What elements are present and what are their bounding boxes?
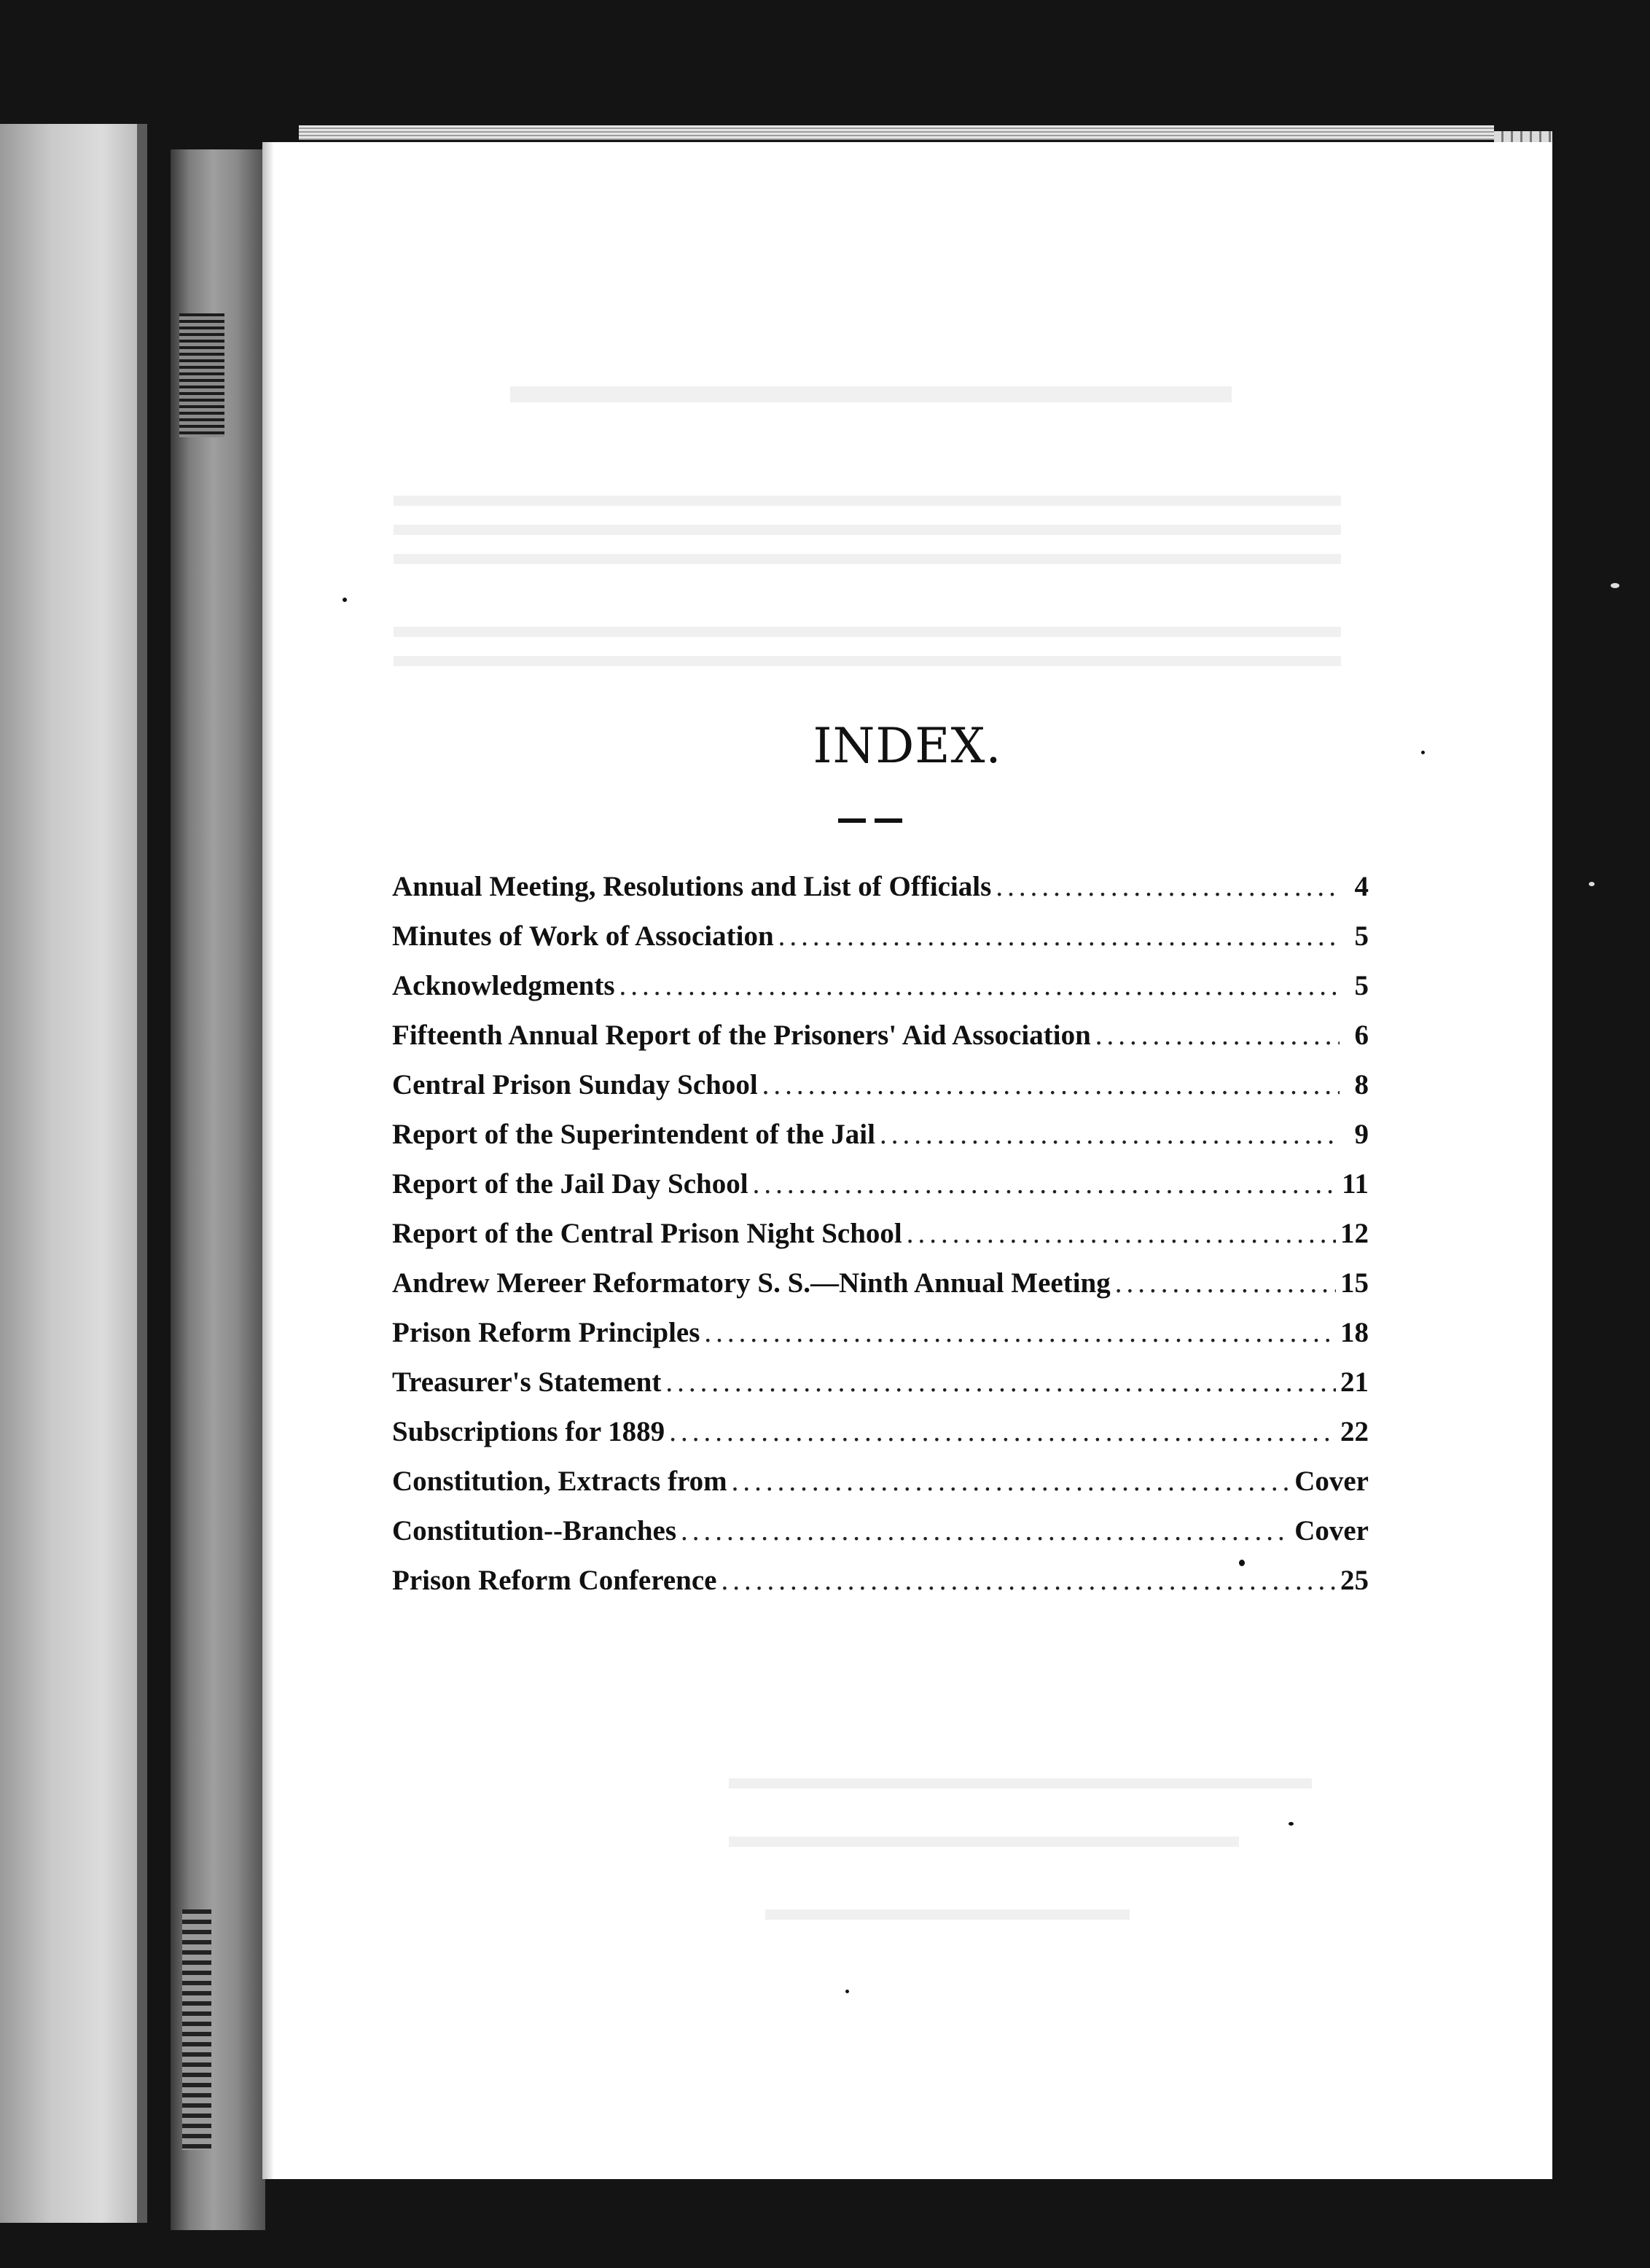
entry-title: Treasurer's Statement [392,1366,662,1398]
scan-speck [1289,1822,1294,1826]
entry-title: Constitution, Extracts from [392,1466,727,1497]
entry-title: Acknowledgments [392,970,615,1001]
entry-page: 12 [1340,1218,1369,1249]
entry-page: 8 [1354,1069,1369,1100]
dot-leader [669,1415,1336,1448]
entry-page: 5 [1354,920,1369,952]
entry-title: Fifteenth Annual Report of the Prisoners' Aid Association [392,1020,1091,1051]
entry-page: 6 [1354,1020,1369,1051]
entry-page: 21 [1340,1366,1369,1398]
entry-title: Prison Reform Principles [392,1317,700,1348]
index-entry [392,1514,1369,1564]
entry-title: Prison Reform Conference [392,1565,717,1596]
entry-title: Central Prison Sunday School [392,1069,758,1100]
dot-leader [732,1465,1291,1498]
scan-speck [1589,882,1595,886]
dot-leader [1115,1267,1336,1299]
dot-leader [665,1366,1336,1399]
bleed-through [394,656,1341,666]
left-page-sliver [0,124,146,2223]
index-entry [392,1168,1369,1217]
entry-title: Minutes of Work of Association [392,920,774,952]
scan-speck [1239,1560,1245,1566]
entry-title: Annual Meeting, Resolutions and List of Officials [392,871,992,902]
index-entry [392,1415,1369,1465]
index-entry [392,969,1369,1019]
binding-pattern-lower [182,1909,211,2150]
bleed-through [729,1778,1312,1788]
dot-leader [778,920,1340,953]
index-entry [392,1564,1369,1614]
scan-speck [1611,583,1619,588]
index-entry [392,1267,1369,1316]
page-gutter-shadow [262,142,274,2179]
entry-page: 25 [1340,1565,1369,1596]
dot-leader [907,1217,1336,1250]
bleed-through [765,1909,1130,1920]
scan-speck [1421,751,1425,754]
dot-leader [762,1068,1340,1101]
entry-page: 18 [1340,1317,1369,1348]
index-entry [392,920,1369,969]
entry-page: Cover [1294,1466,1369,1497]
index-entry [392,1217,1369,1267]
bleed-through [394,627,1341,637]
page-title: INDEX. [813,718,1002,774]
dot-leader [996,870,1340,903]
entry-title: Subscriptions for 1889 [392,1416,665,1447]
scan-speck [845,1990,849,1993]
bleed-through [729,1837,1239,1847]
dot-leader [619,969,1340,1002]
entry-title: Report of the Central Prison Night School [392,1218,902,1249]
index-entry [392,1465,1369,1514]
dot-leader [704,1316,1336,1349]
entry-page: 15 [1340,1267,1369,1299]
title-rule-left [838,818,866,823]
entry-title: Report of the Superintendent of the Jail [392,1119,875,1150]
dot-leader [681,1514,1290,1547]
bleed-through [394,496,1341,506]
dot-leader [1095,1019,1340,1052]
entry-title: Constitution--Branches [392,1515,677,1546]
index-entry [392,870,1369,920]
bleed-through [394,554,1341,564]
entry-page: 11 [1342,1168,1369,1200]
entry-title: Andrew Mereer Reformatory S. S.—Ninth Annual Meeting [392,1267,1111,1299]
left-page-edge [137,124,147,2223]
index-entry [392,1316,1369,1366]
dot-leader [753,1168,1338,1200]
entry-page: 5 [1354,970,1369,1001]
index-entry [392,1068,1369,1118]
title-rule-right [875,818,902,823]
entry-page: 22 [1340,1416,1369,1447]
page-stack-top-edge [299,125,1494,140]
entry-page: 9 [1354,1119,1369,1150]
entry-title: Report of the Jail Day School [392,1168,748,1200]
index-entry [392,1019,1369,1068]
entry-page: 4 [1354,871,1369,902]
index-list [392,870,1369,1614]
scan-speck [343,598,347,602]
index-entry [392,1366,1369,1415]
bleed-through [394,525,1341,535]
binding-pattern [179,313,224,437]
bleed-through [510,386,1232,402]
index-entry [392,1118,1369,1168]
dot-leader [880,1118,1340,1151]
dot-leader [721,1564,1336,1597]
entry-page: Cover [1294,1515,1369,1546]
